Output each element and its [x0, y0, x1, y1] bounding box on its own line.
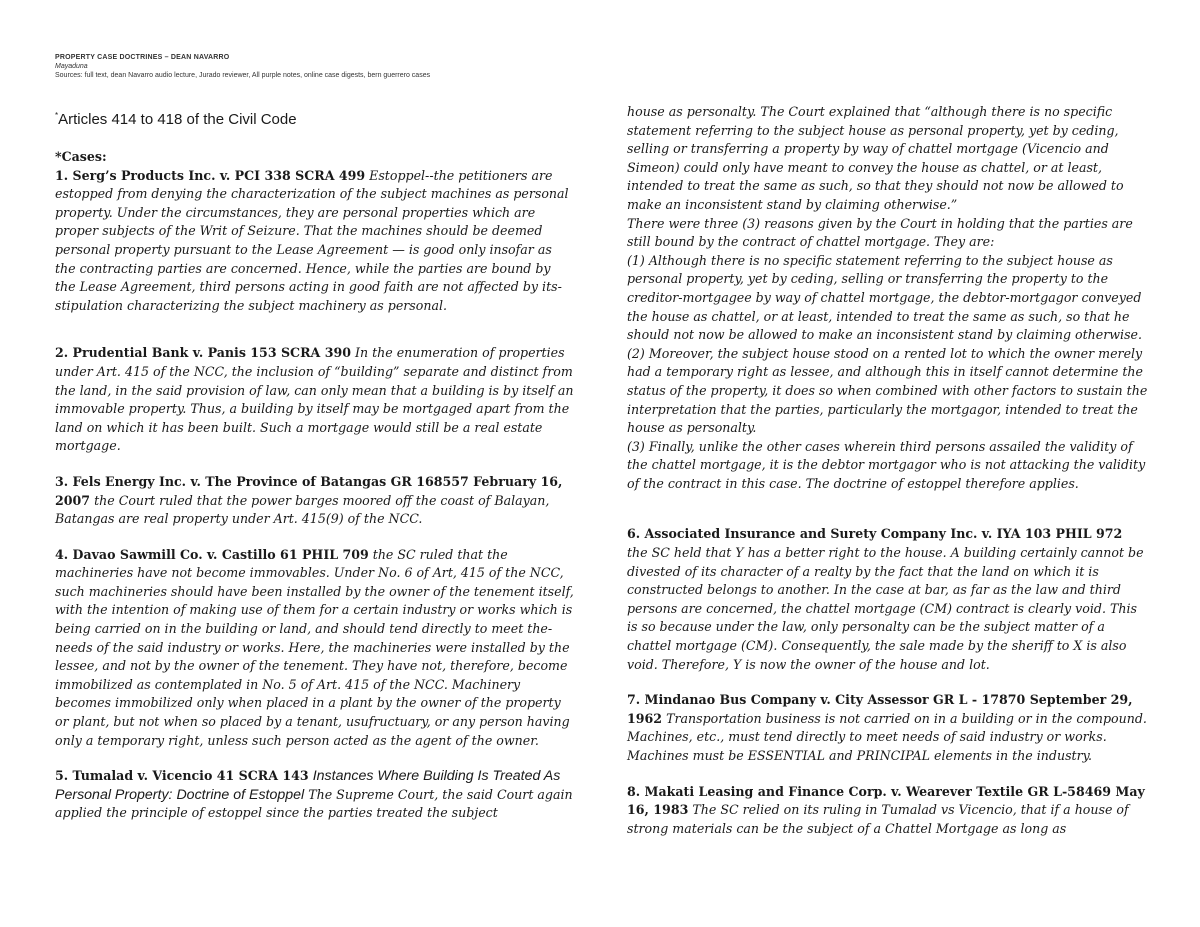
cases-heading: *Cases: [55, 149, 107, 164]
case-title: 7. Mindanao Bus Company v. City Assessor GR L - 17870 September 29, 1962 [627, 692, 1133, 726]
case-title: 5. Tumalad v. Vicencio 41 SCRA 143 [55, 768, 309, 784]
document-title: PROPERTY CASE DOCTRINES – DEAN NAVARRO [55, 54, 230, 61]
case-title: 2. Prudential Bank v. Panis 153 SCRA 390 [55, 345, 351, 361]
reason-item: (1) Although there is no specific statement referring to the subject house as personal property, yet by ceding, selling or transferring the property to the creditor-mortgagee by way of chattel mortgage, the debtor-mortgagor conveyed the house as chattel, or at least, intended to treat the same as such, so that he should not now be allowed to make an inconsistent stand by claiming otherwise. [627, 252, 1142, 343]
articles-asterisk: * [55, 111, 59, 120]
document-sources: Sources: full text, dean Navarro audio lecture, Jurado reviewer, All purple notes, online case digests, bern guerrero cases [55, 72, 431, 79]
case-entry [627, 525, 1149, 674]
articles-heading [55, 106, 575, 130]
case-entry [55, 167, 575, 316]
case-text: The SC relied on its ruling in Tumalad vs Vicencio, that if a house of strong materials can be the subject of a Chattel Mortgage as long as [627, 802, 1129, 836]
case-text: the SC ruled that the machineries have not become immovables. Under No. 6 of Art, 415 of the NCC, such machineries should have been installed by the owner of the tenement itself, with the intention of making use of them for a certain industry or works which is being carried on in the building or land, and should tend directly to meet the- needs of the said industry or works. Here, the machineries were installed by the lessee, and not by the owner of the tenement. They have not, therefore, become immobilized as contemplated in No. 5 of Art. 415 of the NCC. Machinery becomes immobilized only when placed in a plant by the owner of the property or plant, but not when so placed by a tenant, usufructuary, or any person having only a temporary right, unless such person acted as the agent of the owner. [55, 546, 574, 748]
document-author: Mayaduna [55, 63, 88, 70]
right-column [627, 103, 1149, 838]
case-entry [55, 546, 575, 751]
case-text: The Supreme Court, the said Court again applied the principle of estoppel since the parties treated the subject [55, 786, 573, 821]
case-title: 1. Serg’s Products Inc. v. PCI 338 SCRA 499 [55, 167, 366, 183]
case-entry [627, 691, 1149, 765]
case-entry [55, 473, 575, 529]
case-text: the Court ruled that the power barges moored off the coast of Balayan, Batangas are real property under Art. 415(9) of the NCC. [55, 492, 550, 527]
articles-text: Articles 414 to 418 of the Civil Code [58, 111, 297, 128]
case-text: the SC held that Y has a better right to the house. A building certainly cannot be divested of its character of a realty by the fact that the land on which it is constructed belongs to another. In the case at bar, as far as the law and third persons are concerned, the chattel mortgage (CM) contract is clearly void. This is so because under the law, only personalty can be the subject matter of a chattel mortgage (CM). Consequently, the sale made by the sheriff to X is also void. Therefore, Y is now the owner of the house and lot. [627, 545, 1144, 672]
case-text: Transportation business is not carried on in a building or in the compound. Machines, etc., must tend directly to meet needs of said industry or works. Machines must be ESSENTIAL and PRINCIPAL elements in the industry. [627, 710, 1147, 763]
case-title: 6. Associated Insurance and Surety Company Inc. v. IYA 103 PHIL 972 [627, 526, 1123, 542]
case-entry [55, 344, 575, 456]
case-text: In the enumeration of properties under Art. 415 of the NCC, the inclusion of “building” separate and distinct from the land, in the said provision of law, can only mean that a building is by itself an immovable property. Thus, a building by itself may be mortgaged apart from the land on which it has been built. Such a mortgage would still be a real estate mortgage. [55, 345, 574, 454]
case-title: 8. Makati Leasing and Finance Corp. v. Wearever Textile GR L-58469 May 16, 1983 [627, 783, 1145, 818]
reasons-intro: There were three (3) reasons given by the Court in holding that the parties are still bound by the contract of chattel mortgage. They are: [627, 215, 1133, 250]
case-text: Estoppel--the petitioners are estopped from denying the characterization of the subject machines as personal property. Under the circumstances, they are personal properties which are proper subjects of the Writ of Seizure. That the machines should be deemed personal property pursuant to the Lease Agreement — is good only insofar as the contracting parties are concerned. Hence, while the parties are bound by the Lease Agreement, third persons acting in good faith are not affected by its-stipulation characterizing the subject machinery as personal. [55, 167, 569, 313]
case-entry [627, 783, 1149, 839]
case-title: 3. Fels Energy Inc. v. The Province of Batangas GR 168557 February 16, 2007 [55, 473, 563, 508]
reason-item: (2) Moreover, the subject house stood on a rented lot to which the owner merely had a temporary right as lessee, and although this in itself cannot determine the status of the property, it does so when combined with other factors to sustain the interpretation that the parties, particularly the mortgagor, intended to treat the house as personalty. [627, 345, 1148, 436]
reason-item: (3) Finally, unlike the other cases wherein third persons assailed the validity of the chattel mortgage, it is the debtor mortgagor who is not attacking the validity of the contract in this case. The doctrine of estoppel therefore applies. [627, 438, 1146, 491]
page-header [55, 53, 615, 80]
case-subheading: Instances Where Building Is Treated As Personal Property: Doctrine of Estoppel [55, 768, 561, 803]
case-title: 4. Davao Sawmill Co. v. Castillo 61 PHIL 709 [55, 546, 369, 562]
case-text-continued: house as personalty. The Court explained that “although there is no specific statement referring to the subject house as personal property, yet by ceding, selling or transferring a property by way of chattel mortgage (Vicencio and Simeon) could only have meant to convey the house as chattel, or at least, intended to treat the same as such, so that they should not now be allowed to make an inconsistent stand by claiming otherwise.” [627, 104, 1124, 212]
left-column [55, 106, 575, 823]
case-entry [55, 767, 575, 823]
